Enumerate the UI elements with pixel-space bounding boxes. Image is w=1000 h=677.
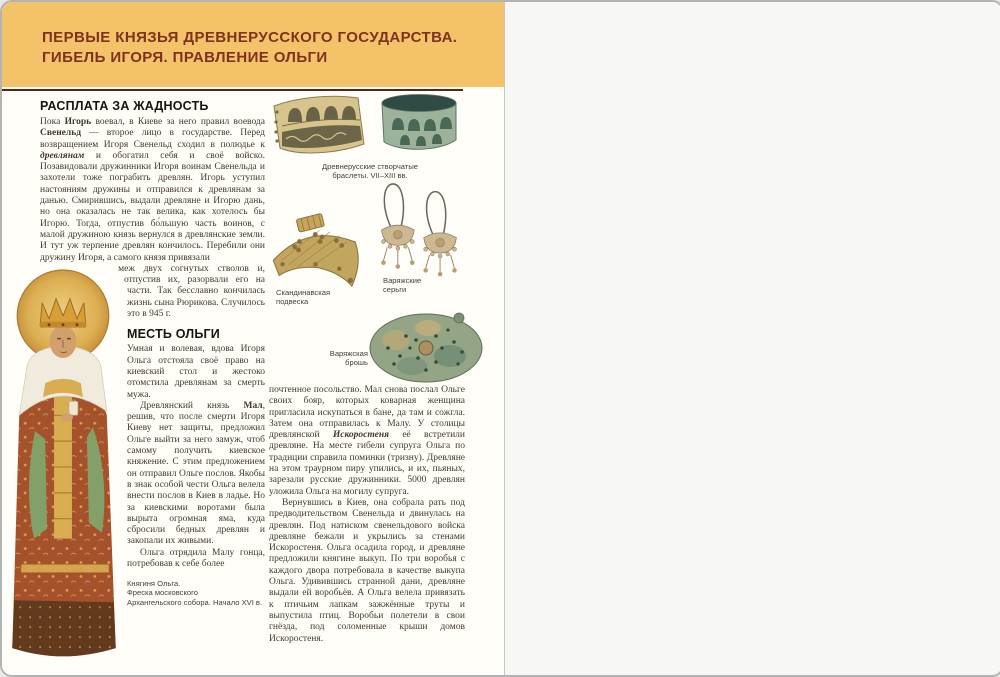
paragraph-intro: Пока Игорь воевал, в Киеве за него правил воевода Свенельд — второе лицо в государстве. Перед возвращением Игоря Свенельд сходил в полюдье к древлянам и обогатил себя и своё войско. Позавидовали дружинники Игоря воинам Свенельда и захотели тоже пограбить древлян. Игорь уступил настояниям дружины и отправился к древлянам за данью. Смирившись, выдали древляне и Игорю дань, но она оказалась не так велика, как хотелось бы Игорю. Тогда, отпустив бо́льшую часть воинов, с малой дружиною князь вернулся в древлянские земли. И тут уж терпение древлян кончилось. Перебили они дружину Игоря, а самого князя привязали — [40, 117, 265, 263]
olga-fresco-figure — [40, 266, 122, 662]
earrings-caption: Варяжские серьги — [383, 276, 422, 295]
article-column-middle — [269, 385, 465, 645]
paragraph: Вернувшись в Киев, она собрала рать под предводительством Свенельда и двинулась на древлян. Под натиском свенельдового войска древляне бежали и укрылись за стенами Искоростеня. Ольга осадила город, и древляне предложили княгине выкуп. По три воробья с каждого двора потребовала в качестве выкупа Ольга. Удивившись странной дани, древляне выдали ей воробьёв. А Ольга велела привязать к птичьим лапкам зажжённые труты и выпустила птиц. Воробьи полетели в свои гнёзда, под соломенные крыши домов Искоростеня. — [269, 497, 465, 644]
paragraph: почтенное посольство. Мал снова послал Ольге своих бояр, которых коварная женщина пригласила искупаться в бане, да там и сожгла. Затем она отправилась к Малу. У столицы древлянской Искоростеня её встретили древляне. На месте гибели супруга Ольга по традиции справила поминки (тризну). Древляне на этом траурном пиру упились, и их, пьяных, зарезали русские дружинники. 5000 древлян уложила Ольга на могилу супруга. — [269, 385, 465, 497]
paragraph: Умная и волевая, вдова Игоря Ольга отстояла своё право на киевский стол и жестоко отомстила древлянам за смерть мужа. — [127, 344, 265, 400]
chapter-header-band — [2, 2, 504, 87]
page-edge-line — [504, 2, 505, 675]
book-page — [2, 2, 504, 675]
earrings-image — [372, 182, 464, 278]
bracelets-caption: Древнерусские створчатые браслеты. VII–XIII вв. — [321, 162, 419, 181]
olga-fresco-image — [7, 266, 122, 662]
olga-caption: Княгиня Ольга. Фреска московского Архангельского собора. Начало XVI в. — [127, 579, 263, 607]
chapter-title: ПЕРВЫЕ КНЯЗЬЯ ДРЕВНЕРУССКОГО ГОСУДАРСТВА. ГИБЕЛЬ ИГОРЯ. ПРАВЛЕНИЕ ОЛЬГИ — [42, 29, 458, 66]
paragraph: Древлянский князь Мал, решив, что после смерти Игоря Киеву нет защиты, предложил Ольге выйти за него замуж, чтоб самому получить киевское княжение. С этим предложением он отправил Ольге послов. Якобы в знак особой чести Ольга велела внести послов в Киев в ладье. Но за киевскими воротами была вырыта огромная яма, куда сбросили бедных древлян и закопали их живыми. — [127, 400, 265, 547]
bracelets-image — [270, 88, 470, 162]
article-column-left — [40, 99, 265, 662]
pendant-caption: Скандинавская подвеска — [276, 288, 331, 307]
section-heading-greed: РАСПЛАТА ЗА ЖАДНОСТЬ — [40, 99, 209, 113]
paragraph-wrapped: меж двух согнутых стволов и, отпустив их, разорвали его на части. Так бесславно кончилась жизнь сына Рюрикова. Случилось это в 945 г. — [118, 263, 265, 320]
section-heading-revenge: МЕСТЬ ОЛЬГИ — [127, 327, 220, 342]
brooch-caption: Варяжская брошь — [329, 349, 368, 368]
paragraph: Ольга отрядила Малу гонца, потребовав к себе более — [127, 547, 265, 569]
brooch-image — [366, 308, 486, 386]
